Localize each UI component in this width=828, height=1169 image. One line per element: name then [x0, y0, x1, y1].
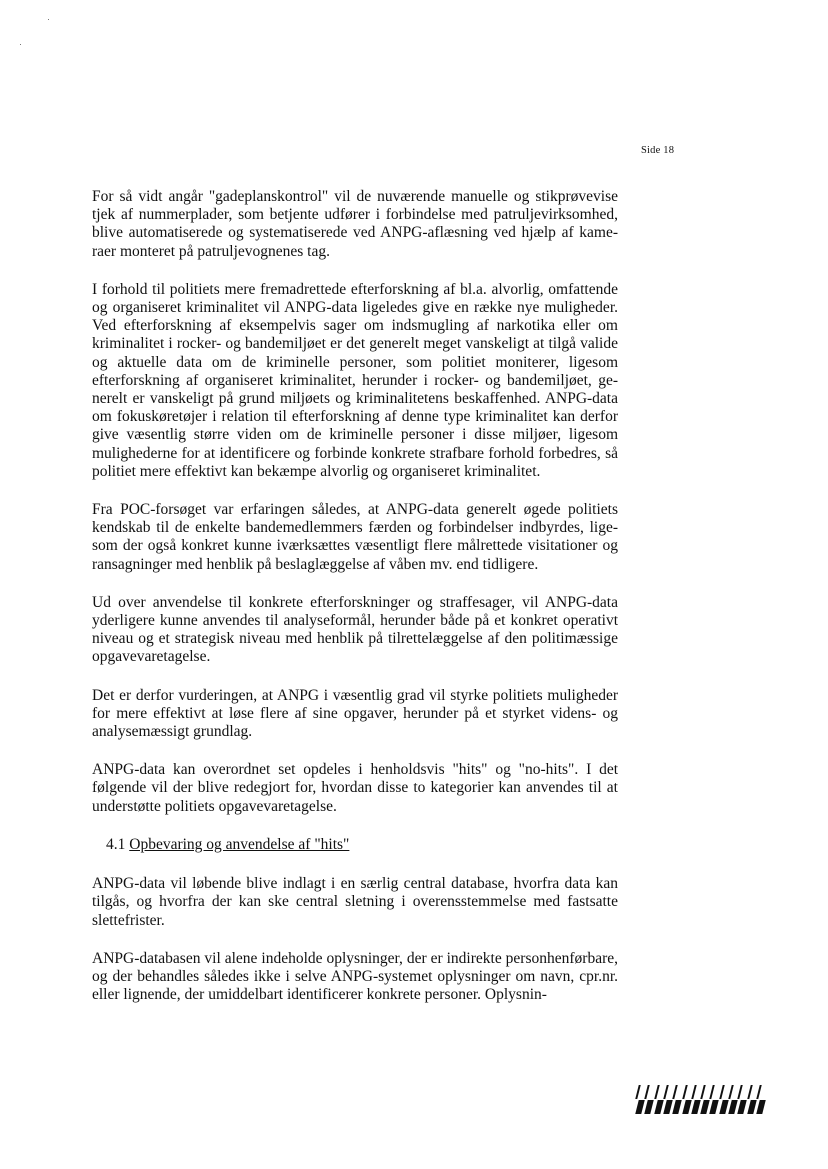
barcode-mark: [738, 1100, 747, 1114]
barcode-mark: [672, 1100, 681, 1114]
scan-speck: [48, 19, 49, 20]
barcode-mark: [635, 1100, 644, 1114]
barcode-mark: [672, 1085, 677, 1099]
barcode-mark: [756, 1100, 765, 1114]
barcode-mark: [719, 1100, 728, 1114]
barcode-mark: [691, 1100, 700, 1114]
barcode-thin-marks: [633, 1085, 766, 1099]
barcode-mark: [710, 1085, 715, 1099]
paragraph-vurdering: Det er derfor vurderingen, at ANPG i væsentlig grad vil styrke politiets muligheder for mere effektivt at løse flere af sine opgaver, herunder på et styrket videns- og analysemæssigt grundlag.: [92, 686, 618, 741]
barcode-mark: [691, 1085, 696, 1099]
barcode-mark: [747, 1085, 752, 1099]
paragraph-analyseformal: Ud over anvendelse til konkrete efterforskninger og straffesager, vil ANPG-data yderligere kunne anvendes til analyseformål, herunder både på et konkret operativt niveau og et strategisk niveau med henblik på tilrettelæggelse af den politimæssige opgavevaretagelse.: [92, 593, 618, 666]
barcode-mark: [682, 1085, 687, 1099]
section-number: 4.1: [106, 835, 126, 853]
barcode-mark: [738, 1085, 743, 1099]
barcode-mark: [700, 1100, 709, 1114]
section-title: Opbevaring og anvendelse af "hits": [129, 835, 350, 853]
paragraph-poc-forsog: Fra POC-forsøget var erfaringen således, at ANPG-data generelt øgede politiets kendskab til de enkelte bandemedlemmers færden og forbindelser indbyrdes, ligesom der også konkret kunne iværksættes væsentligt flere målrettede visitationer og ransagninger med henblik på beslaglæggelse af våben mv. end tidligere.: [92, 501, 618, 573]
page-number: Side 18: [641, 145, 675, 156]
section-heading: [106, 836, 618, 854]
paragraph-indirekte-oplysninger: ANPG-databasen vil alene indeholde oplysninger, der er indirekte personhenførbare, og der behandles således ikke i selve ANPG-systemet oplysninger om navn, cpr.nr. eller lignende, der umiddelbart identificerer konkrete personer. Oplysnin-: [92, 949, 618, 1004]
scan-speck: [20, 44, 21, 45]
barcode-mark: [645, 1085, 650, 1099]
barcode-mark: [682, 1100, 691, 1114]
paragraph-hits-no-hits: ANPG-data kan overordnet set opdeles i henholdsvis "hits" og "no-hits". I det følgende vil der blive redegjort for, hvordan disse to kategorier kan anvendes til at understøtte politiets opgavevaretagelse.: [92, 761, 618, 815]
barcode-mark: [635, 1085, 640, 1099]
barcode-mark: [645, 1100, 654, 1114]
barcode-mark: [654, 1085, 659, 1099]
barcode-mark: [747, 1100, 756, 1114]
barcode-mark: [719, 1085, 724, 1099]
barcode-mark: [756, 1085, 761, 1099]
barcode-mark: [710, 1100, 719, 1114]
barcode-mark: [663, 1085, 668, 1099]
barcode-mark: [728, 1100, 737, 1114]
barcode-thick-marks: [633, 1100, 766, 1114]
paragraph-gadeplanskontrol: For så vidt angår "gadeplanskontrol" vil de nuværende manuelle og stikprøvevise tjek af nummerplader, som betjente udfører i forbindelse med patruljevirksomhed, blive automatiserede og systematiserede ved ANPG-aflæsning ved hjælp af kameraer monteret på patruljevognenes tag.: [92, 188, 618, 260]
paragraph-efterforskning: I forhold til politiets mere fremadrettede efterforskning af bl.a. alvorlig, omfattende og organiseret kriminalitet vil ANPG-data ligeledes give en række nye muligheder. Ved efterforskning af eksempelvis sager om indsmugling af narkotika eller om kriminalitet i rocker- og bandemiljøet er det generelt meget vanskeligt at tilgå valide og aktuelle data om de kriminelle personer, som politiet moniterer, ligesom efterforskning af organiseret kriminalitet, herunder i rocker- og bandemiljøet, generelt er vanskeligt på grund miljøets og kriminalitetens beskaffenhed. ANPG-data om fokuskøretøjer i relation til efterforskning af denne type kriminalitet kan derfor give væsentlig større viden om de kriminelle personer i disse miljøer, ligesom mulighederne for at identificere og forbinde konkrete strafbare forhold forbedres, så politiet mere effektivt kan bekæmpe alvorlig og organiseret kriminalitet.: [92, 280, 618, 480]
barcode-mark: [728, 1085, 733, 1099]
barcode-mark: [654, 1100, 663, 1114]
barcode-mark: [663, 1100, 672, 1114]
document-body: [92, 188, 618, 1024]
barcode-mark: [700, 1085, 705, 1099]
paragraph-database: ANPG-data vil løbende blive indlagt i en særlig central database, hvorfra data kan tilgås, og hvorfra der kan ske central sletning i overensstemmelse med fastsatte slettefrister.: [92, 875, 618, 929]
